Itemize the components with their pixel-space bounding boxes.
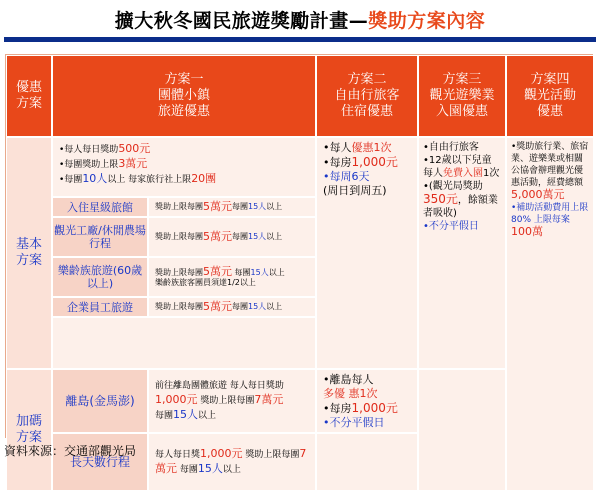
- header-plan2: [316, 55, 418, 137]
- plan4-line1: •獎助旅行業、旅宿業、遊樂業或相關公協會辦理觀光優惠活動，經費總額5,000萬元: [511, 142, 589, 201]
- header-plan4-line3: 優惠: [536, 104, 563, 119]
- header-plan-type: [6, 55, 52, 137]
- plan1-row-factory-farm: [52, 217, 148, 257]
- title-highlight: 獎助方案內容: [368, 10, 486, 32]
- plan2-extra-line4: •不分平假日: [323, 416, 385, 429]
- header-plan4-line2: 觀光活動: [523, 88, 576, 103]
- plan2-basic-line3: •每周6天: [323, 170, 370, 183]
- plan1-row-star-hotel-value: 獎助上限每團 5萬元 每團 15人 以上: [148, 197, 316, 217]
- section-basic: [6, 137, 52, 369]
- plan1-row-factory-farm-label: 觀光工廠/休閒農場行程: [54, 224, 146, 250]
- header-plan2-line3: 住宿優惠: [340, 104, 393, 119]
- plan1-row-employee-value: 獎助上限每團 5萬元 每團 15人 以上: [148, 297, 316, 317]
- plan1-row-senior-note: 樂齡族旅客團員須達1/2以上: [155, 277, 256, 287]
- plan1-general-line2: •每團獎助上限3萬元: [59, 157, 148, 170]
- header-plan3: [418, 55, 506, 137]
- plan3-basic-line1: •自由行旅客: [423, 142, 479, 153]
- plan1-row-senior-value: 獎助上限每團5萬元 每團15人以上 樂齡族旅客團員須達1/2以上: [148, 257, 316, 297]
- header-plan4: [506, 55, 594, 137]
- plan2-basic-line2: •每房1,000元: [323, 155, 398, 169]
- section-extra-label: 加碼方案: [15, 414, 42, 445]
- plan3-extra-empty: [418, 369, 506, 491]
- plan4-line2: •補助活動費用上限80% 上限每案100萬: [511, 203, 589, 238]
- plan2-extra-line1: •離島每人: [323, 373, 374, 386]
- extra-row-long-stay-value: 每人每日獎1,000元 獎助上限每團7萬元 每團15人以上: [148, 433, 316, 491]
- extra-row-island: [52, 369, 148, 433]
- page-title: [0, 6, 600, 33]
- header-plan1: [52, 55, 316, 137]
- header-plan2-line2: 自由行旅客: [334, 88, 400, 103]
- header-plan3-line2: 觀光遊樂業: [429, 88, 495, 103]
- plan2-extra-line2: 多優 惠1次: [323, 387, 378, 400]
- plan3-basic-line4: •不分平假日: [423, 221, 479, 232]
- plan3-basic-line3: •(觀光局獎助350元，餘額業者吸收): [423, 181, 498, 219]
- header-plan1-line2: 團體小鎮: [157, 88, 210, 103]
- plan1-row-star-hotel: [52, 197, 148, 217]
- plan1-row-senior: [52, 257, 148, 297]
- plan2-extra: [316, 369, 418, 433]
- plan4-content: [506, 137, 594, 491]
- plan1-row-employee: [52, 297, 148, 317]
- plan1-row-employee-label: 企業員工旅遊: [67, 300, 133, 314]
- title-main: 擴大秋冬國民旅遊獎勵計畫—: [114, 10, 369, 32]
- plan1-general-line3: •每團10人以上 每家旅行社上限20團: [59, 172, 217, 185]
- header-plan4-line1: 方案四: [530, 72, 570, 87]
- plan2-basic-line1: •每人優惠1次: [323, 141, 392, 154]
- plan1-row-factory-farm-value: 獎助上限每團 5萬元 每團 15人 以上: [148, 217, 316, 257]
- section-basic-label: 基本方案: [15, 237, 42, 268]
- plan2-basic: [316, 137, 418, 369]
- header-plan1-line3: 旅遊優惠: [157, 104, 210, 119]
- header-plan-type-label: 優惠方案: [15, 80, 42, 111]
- plan1-general-line1: •每人每日獎助500元: [59, 142, 151, 155]
- header-plan1-line1: 方案一: [164, 72, 204, 87]
- plan3-basic: [418, 137, 506, 369]
- extra-row-island-value: 前往離島團體旅遊 每人每日獎助1,000元 獎助上限每團7萬元 每團15人以上: [148, 369, 316, 433]
- plan1-row-star-hotel-label: 入住星級旅館: [67, 200, 133, 214]
- header-plan2-line1: 方案二: [347, 72, 387, 87]
- plan3-basic-line2: •12歲以下兒童每人免費入園1次: [423, 155, 500, 179]
- section-extra: [6, 369, 52, 491]
- extra-row-long-stay-label: 長天數行程: [69, 454, 130, 469]
- plan1-basic-spacer: [52, 317, 316, 369]
- plan2-extra-line3: •每房1,000元: [323, 401, 398, 415]
- plan2-basic-line4: (周日到周五): [323, 184, 387, 197]
- plan1-row-senior-label: 樂齡族旅遊(60歲以上): [57, 264, 143, 290]
- source-note: 資料來源：交通部觀光局: [4, 444, 137, 458]
- extra-row-island-label: 離島(金馬澎): [65, 393, 135, 408]
- plan2-extra-empty: [316, 433, 418, 491]
- title-rule: [4, 37, 596, 42]
- header-plan3-line1: 方案三: [442, 72, 482, 87]
- plan1-general: [52, 137, 316, 197]
- header-plan3-line3: 入園優惠: [435, 104, 488, 119]
